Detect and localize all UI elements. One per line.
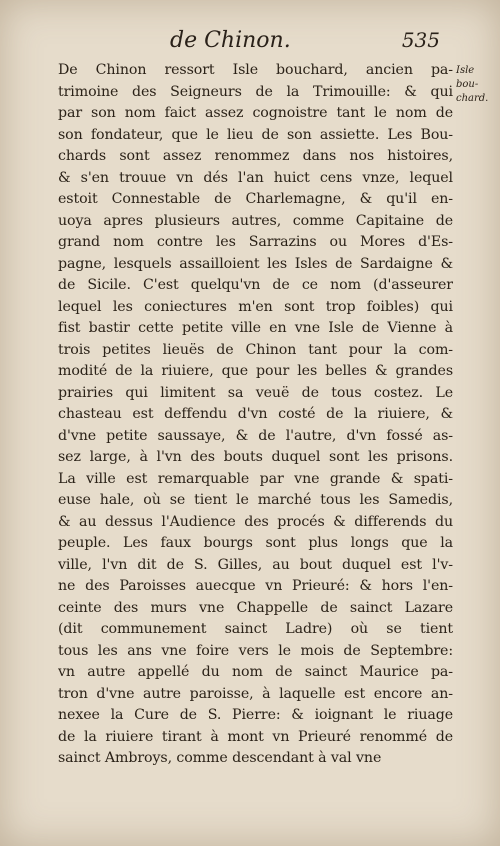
text-line: d'vne petite saussaye, & de l'autre, d'vn fossé as-	[58, 427, 453, 444]
text-line: ne des Paroisses auecque vn Prieuré: & hors l'en-	[58, 578, 453, 594]
text-line: prairies qui limitent sa veuë de tous costez. Le	[58, 384, 453, 401]
text-line: & au dessus l'Audience des procés & differends du	[58, 513, 453, 530]
text-line: nexee la Cure de S. Pierre: & ioignant le riuage	[58, 707, 453, 723]
text-line: son fondateur, que le lieu de son assiette. Les Bou-	[58, 126, 453, 143]
text-line: trois petites lieuës de Chinon tant pour la com-	[58, 341, 453, 358]
text-line: sainct Ambroys, comme descendant à val vne	[58, 750, 382, 766]
margin-note-line: chard.	[456, 93, 489, 104]
page-number: 535	[401, 28, 440, 52]
text-line: fist bastir cette petite ville en vne Isle de Vienne à	[58, 320, 453, 336]
text-line: vn autre appellé du nom de sainct Maurice pa-	[58, 664, 453, 680]
text-line: de la riuiere tirant à mont vn Prieuré renommé de	[58, 728, 453, 745]
text-line: de Sicile. C'est quelqu'vn de ce nom (d'asseurer	[58, 277, 453, 293]
text-line: chasteau est deffendu d'vn costé de la riuiere, &	[58, 406, 453, 422]
text-line: & s'en trouue vn dés l'an huict cens vnze, lequel	[58, 169, 453, 186]
text-line: grand nom contre les Sarrazins ou Mores d'Es-	[58, 234, 453, 250]
page-header	[60, 28, 440, 58]
margin-note	[456, 64, 496, 106]
text-line: De Chinon ressort Isle bouchard, ancien pa-	[58, 62, 453, 78]
text-line: La ville est remarquable par vne grande & spati-	[58, 470, 453, 487]
text-line: modité de la riuiere, que pour les belles & grandes	[58, 363, 453, 379]
text-line: ville, l'vn dit de S. Gilles, au bout duquel est l'v-	[58, 556, 453, 573]
text-line: pagne, lesquels assailloient les Isles de Sardaigne &	[58, 255, 453, 272]
text-line: chards sont assez renommez dans nos histoires,	[58, 148, 453, 164]
text-line: euse hale, où se tient le marché tous les Samedis,	[58, 492, 453, 508]
text-line: tous les ans vne foire vers le mois de Septembre:	[58, 642, 453, 659]
text-line: (dit communement sainct Ladre) où se tient	[58, 621, 453, 637]
text-line: estoit Connestable de Charlemagne, & qu'il en-	[58, 191, 453, 207]
margin-note-line: Isle bou-	[456, 65, 479, 90]
text-line: sez large, à l'vn des bouts duquel sont les prisons.	[58, 449, 453, 465]
text-line: trimoine des Seigneurs de la Trimouille: & qui	[58, 83, 453, 100]
text-line: tron d'vne autre paroisse, à laquelle est encore an-	[58, 685, 453, 702]
text-line: peuple. Les faux bourgs sont plus longs que la	[58, 535, 453, 551]
body-text	[58, 60, 453, 770]
running-title: de Chinon.	[170, 28, 291, 53]
text-line: ceinte des murs vne Chappelle de sainct Lazare	[58, 599, 453, 616]
text-line: uoya apres plusieurs autres, comme Capitaine de	[58, 212, 453, 229]
text-line: lequel les coniectures m'en sont trop foibles) qui	[58, 298, 453, 315]
text-line: par son nom faict assez cognoistre tant le nom de	[58, 105, 453, 121]
